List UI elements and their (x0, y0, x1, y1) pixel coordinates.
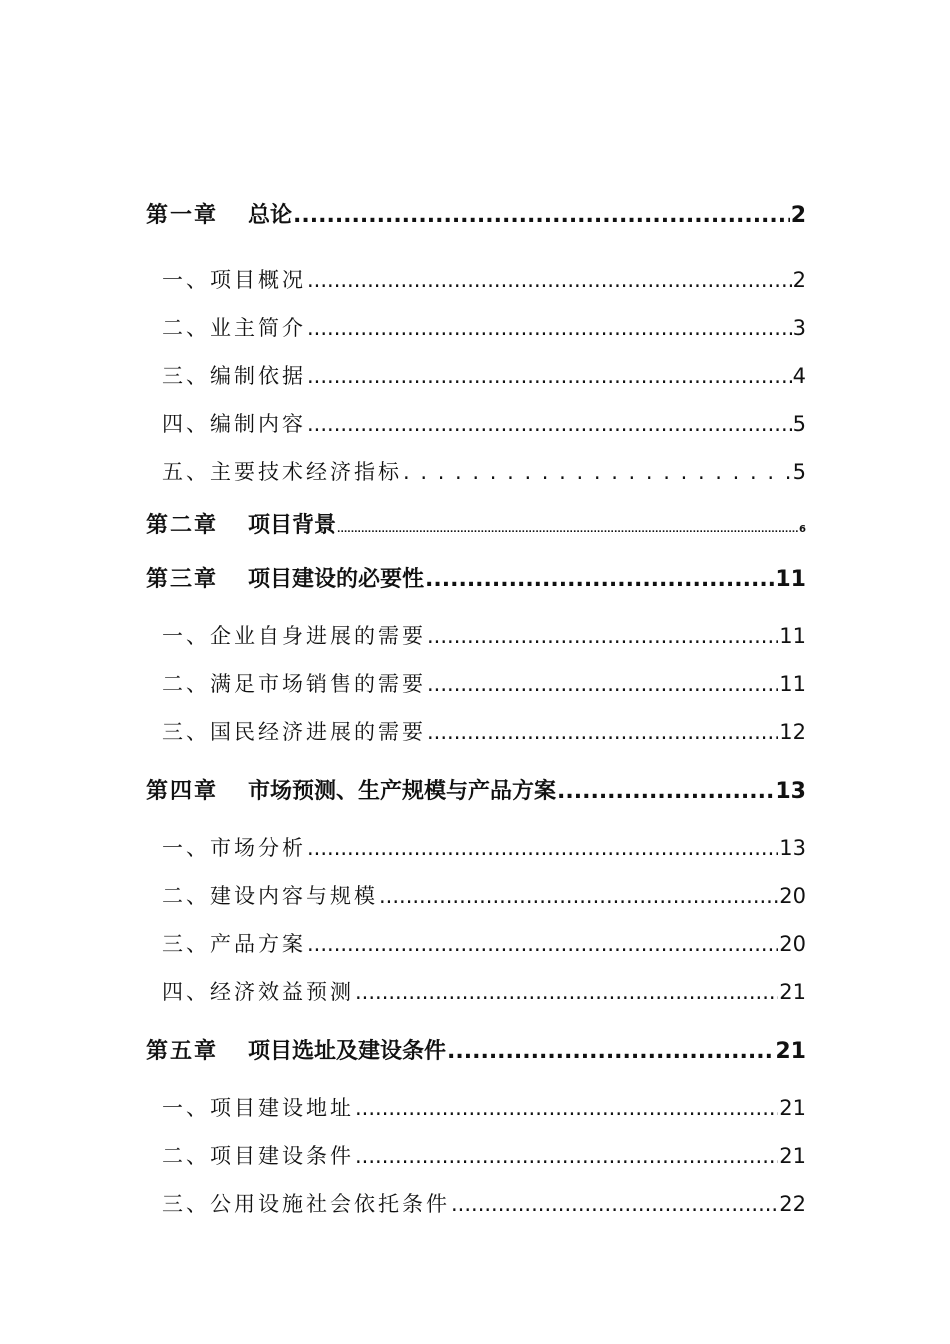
dot-leader (425, 567, 774, 592)
toc-section-1-2[interactable] (146, 312, 806, 342)
chapter-number: 第一章 (146, 203, 219, 228)
section-title: 二、项目建设条件 (162, 1144, 354, 1168)
toc-chapter-5[interactable] (146, 1034, 806, 1065)
page-number: 4 (792, 364, 806, 388)
section-title: 三、公用设施社会依托条件 (162, 1192, 450, 1216)
section-title: 二、建设内容与规模 (162, 884, 378, 908)
section-title: 二、满足市场销售的需要 (162, 672, 426, 696)
chapter-number: 第三章 (146, 567, 219, 592)
dot-leader (337, 525, 798, 535)
page-number: 11 (779, 672, 806, 696)
page-number: 5 (792, 460, 806, 484)
page-number: 21 (779, 980, 806, 1004)
chapter-title: 项目建设的必要性 (248, 567, 425, 592)
chapter-number: 第五章 (146, 1039, 219, 1064)
page-number: 21 (775, 1039, 806, 1064)
dot-leader (447, 1039, 774, 1064)
page-number: 20 (779, 884, 806, 908)
page-number: 5 (792, 412, 806, 436)
chapter-number: 第四章 (146, 779, 219, 804)
chapter-title: 总论 (248, 203, 293, 228)
chapter-number: 第二章 (146, 513, 219, 538)
dot-leader (307, 268, 792, 292)
section-title: 一、企业自身进展的需要 (162, 624, 426, 648)
section-title: 三、国民经济进展的需要 (162, 720, 426, 744)
toc-section-5-3[interactable] (146, 1188, 806, 1218)
page-number: 3 (792, 316, 806, 340)
dot-leader (307, 932, 778, 956)
toc-chapter-3[interactable] (146, 562, 806, 593)
toc-section-4-3[interactable] (146, 928, 806, 958)
chapter-title: 项目背景 (248, 513, 337, 538)
page-number: 12 (779, 720, 806, 744)
page-number: 21 (779, 1096, 806, 1120)
toc-section-3-3[interactable] (146, 716, 806, 746)
dot-leader (307, 412, 792, 436)
page-number: 11 (779, 624, 806, 648)
section-title: 一、项目概况 (162, 268, 306, 292)
toc-section-5-2[interactable] (146, 1140, 806, 1170)
dot-leader (307, 836, 778, 860)
dot-leader (379, 884, 778, 908)
dot-leader (307, 364, 792, 388)
page-number: 20 (779, 932, 806, 956)
page-number: 22 (779, 1192, 806, 1216)
dot-leader (427, 720, 778, 744)
section-title: 四、编制内容 (162, 412, 306, 436)
toc-section-5-1[interactable] (146, 1092, 806, 1122)
toc-chapter-2[interactable] (146, 508, 806, 539)
section-title: 二、业主简介 (162, 316, 306, 340)
page-number: 2 (790, 203, 806, 228)
toc-section-4-2[interactable] (146, 880, 806, 910)
dot-leader (557, 779, 774, 804)
dot-leader (355, 1144, 778, 1168)
toc-section-1-1[interactable] (146, 264, 806, 294)
page-number: 2 (792, 268, 806, 292)
toc-section-4-1[interactable] (146, 832, 806, 862)
section-title: 一、市场分析 (162, 836, 306, 860)
section-title: 五、主要技术经济指标 (162, 460, 402, 484)
section-title: 三、编制依据 (162, 364, 306, 388)
dot-leader (355, 1096, 778, 1120)
toc-section-4-4[interactable] (146, 976, 806, 1006)
dot-leader (293, 203, 790, 228)
dot-leader (307, 316, 792, 340)
toc-section-3-1[interactable] (146, 620, 806, 650)
toc-chapter-1[interactable] (146, 198, 806, 229)
dot-leader (427, 672, 778, 696)
toc-section-3-2[interactable] (146, 668, 806, 698)
page-number: 13 (775, 779, 806, 804)
dot-leader (451, 1192, 778, 1216)
dot-leader (355, 980, 778, 1004)
dot-leader (403, 460, 792, 484)
toc-section-1-5[interactable] (146, 456, 806, 486)
toc-section-1-3[interactable] (146, 360, 806, 390)
section-title: 四、经济效益预测 (162, 980, 354, 1004)
section-title: 三、产品方案 (162, 932, 306, 956)
page-number: 13 (779, 836, 806, 860)
toc-section-1-4[interactable] (146, 408, 806, 438)
dot-leader (427, 624, 778, 648)
toc-chapter-4[interactable] (146, 774, 806, 805)
chapter-title: 项目选址及建设条件 (248, 1039, 447, 1064)
page-number: 21 (779, 1144, 806, 1168)
page-number: 6 (799, 524, 806, 535)
chapter-title: 市场预测、生产规模与产品方案 (248, 779, 557, 804)
page-number: 11 (775, 567, 806, 592)
section-title: 一、项目建设地址 (162, 1096, 354, 1120)
